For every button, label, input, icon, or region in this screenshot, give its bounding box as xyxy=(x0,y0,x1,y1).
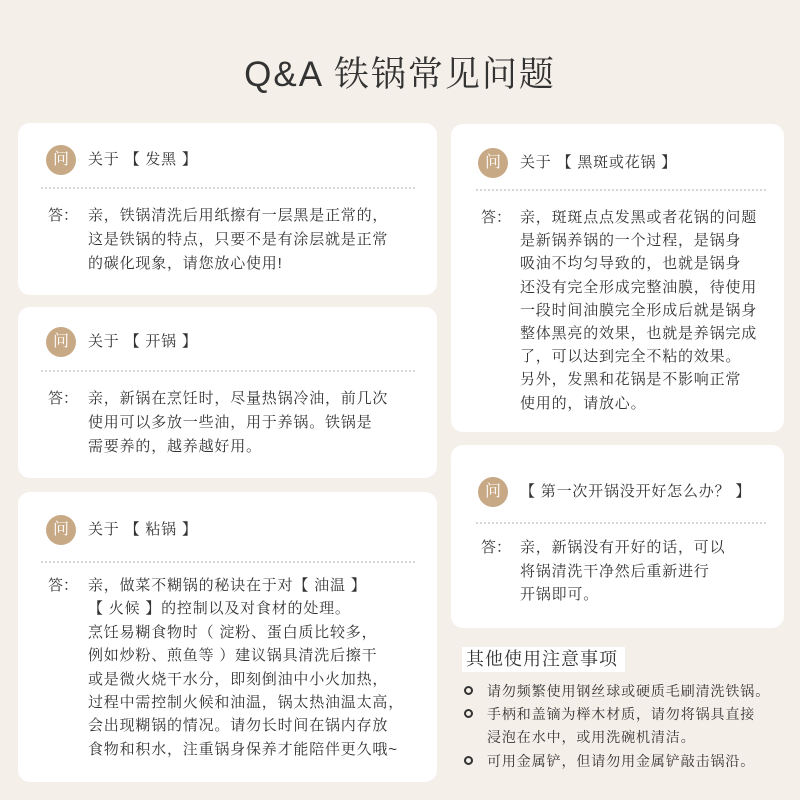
answer-text xyxy=(88,387,388,459)
bullet-circle-icon xyxy=(464,709,473,718)
page-title: Q&A 铁锅常见问题 xyxy=(244,55,556,94)
question-title: 关于 【 黑斑或花锅 】 xyxy=(520,154,678,171)
note-item-line: 请勿频繁使用钢丝球或硬质毛刷清洗铁锅。 xyxy=(487,683,771,699)
answer-line: 整体黑亮的效果，也就是养锅完成 xyxy=(520,324,758,342)
notes-heading-text: 其他使用注意事项 xyxy=(466,649,618,669)
answer-line: 亲，新锅没有开好的话，可以 xyxy=(520,539,726,556)
answer-line: 这是铁锅的特点，只要不是有涂层就是正常 xyxy=(88,231,389,248)
dotted-divider xyxy=(475,522,766,524)
answer-label: 答： xyxy=(48,577,79,594)
answer-line: 吸油不均匀导致的，也就是锅身 xyxy=(520,255,742,273)
dotted-divider xyxy=(40,370,415,372)
answer-label: 答： xyxy=(48,390,79,407)
faq-card-kaiguo xyxy=(18,307,437,478)
faq-card-fahei xyxy=(18,123,437,295)
answer-label: 答： xyxy=(481,539,512,556)
answer-line: 另外，发黑和花锅是不影响正常 xyxy=(520,371,742,389)
answer-line: 或是微火烧干水分，即刻倒油中小火加热， xyxy=(88,670,389,688)
answer-line: 开锅即可。 xyxy=(520,586,600,603)
dotted-divider xyxy=(40,187,415,189)
question-icon: 问 xyxy=(478,148,508,178)
question-icon: 问 xyxy=(478,477,508,507)
answer-line: 需要养的，越养越好用。 xyxy=(88,438,262,455)
answer-text xyxy=(520,206,757,415)
note-item-line: 手柄和盖镝为榉木材质，请勿将锅具直接 xyxy=(487,706,756,722)
question-icon: 问 xyxy=(46,145,76,175)
answer-label: 答： xyxy=(481,209,512,226)
question-title: 关于 【 发黑 】 xyxy=(88,151,198,168)
answer-line: 使用的，请放心。 xyxy=(520,394,647,412)
question-title: 关于 【 开锅 】 xyxy=(88,333,198,350)
faq-card-zhanguo xyxy=(18,492,437,782)
answer-line: 了，可以达到完全不粘的效果。 xyxy=(520,348,742,366)
question-icon: 问 xyxy=(46,327,76,357)
answer-line: 还没有完全形成完整油膜，待使用 xyxy=(520,278,758,296)
answer-line: 亲，做菜不糊锅的秘诀在于对【 油温 】 xyxy=(88,577,367,594)
answer-label: 答： xyxy=(48,207,79,224)
answer-line: 是新锅养锅的一个过程，是锅身 xyxy=(520,232,742,250)
answer-line: 的碳化现象，请您放心使用! xyxy=(88,255,283,272)
answer-line: 会出现糊锅的情况。请勿长时间在锅内存放 xyxy=(88,717,389,735)
answer-line: 烹饪易糊食物时（ 淀粉、蛋白质比较多， xyxy=(88,623,378,641)
note-item-line: 浸泡在水中，或用洗碗机清洁。 xyxy=(487,729,696,745)
answer-line: 食物和积水，注重锅身保养才能陪伴更久哦~ xyxy=(88,740,398,758)
answer-line: 过程中需控制火候和油温，锅太热油温太高， xyxy=(88,693,405,711)
bullet-circle-icon xyxy=(464,756,473,765)
answer-text xyxy=(88,574,404,761)
question-title: 【 第一次开锅没开好怎么办？ 】 xyxy=(520,483,752,500)
faq-card-first-seasoning xyxy=(451,445,784,628)
question-icon: 问 xyxy=(46,515,76,545)
answer-line: 【 火候 】的控制以及对食材的处理。 xyxy=(88,600,351,618)
answer-line: 一段时间油膜完全形成后就是锅身 xyxy=(520,301,758,319)
answer-line: 亲，铁锅清洗后用纸擦有一层黑是正常的， xyxy=(88,207,389,224)
answer-line: 例如炒粉、煎鱼等 ）建议锅具清洗后擦干 xyxy=(88,647,378,665)
notes-heading xyxy=(462,647,625,672)
answer-line: 使用可以多放一些油，用于养锅。铁锅是 xyxy=(88,414,373,431)
dotted-divider xyxy=(475,189,766,191)
dotted-divider xyxy=(40,561,415,563)
answer-line: 将锅清洗干净然后重新进行 xyxy=(520,562,710,580)
answer-line: 亲，斑斑点点发黑或者花锅的问题 xyxy=(520,209,758,226)
bullet-circle-icon xyxy=(464,686,473,695)
faq-card-heiban xyxy=(451,124,784,432)
answer-text xyxy=(88,204,388,276)
note-item-line: 可用金属铲，但请勿用金属铲敲击锅沿。 xyxy=(487,753,756,769)
answer-text xyxy=(520,536,725,607)
question-title: 关于 【 粘锅 】 xyxy=(88,521,198,538)
answer-line: 亲，新锅在烹饪时，尽量热锅冷油，前几次 xyxy=(88,390,389,407)
